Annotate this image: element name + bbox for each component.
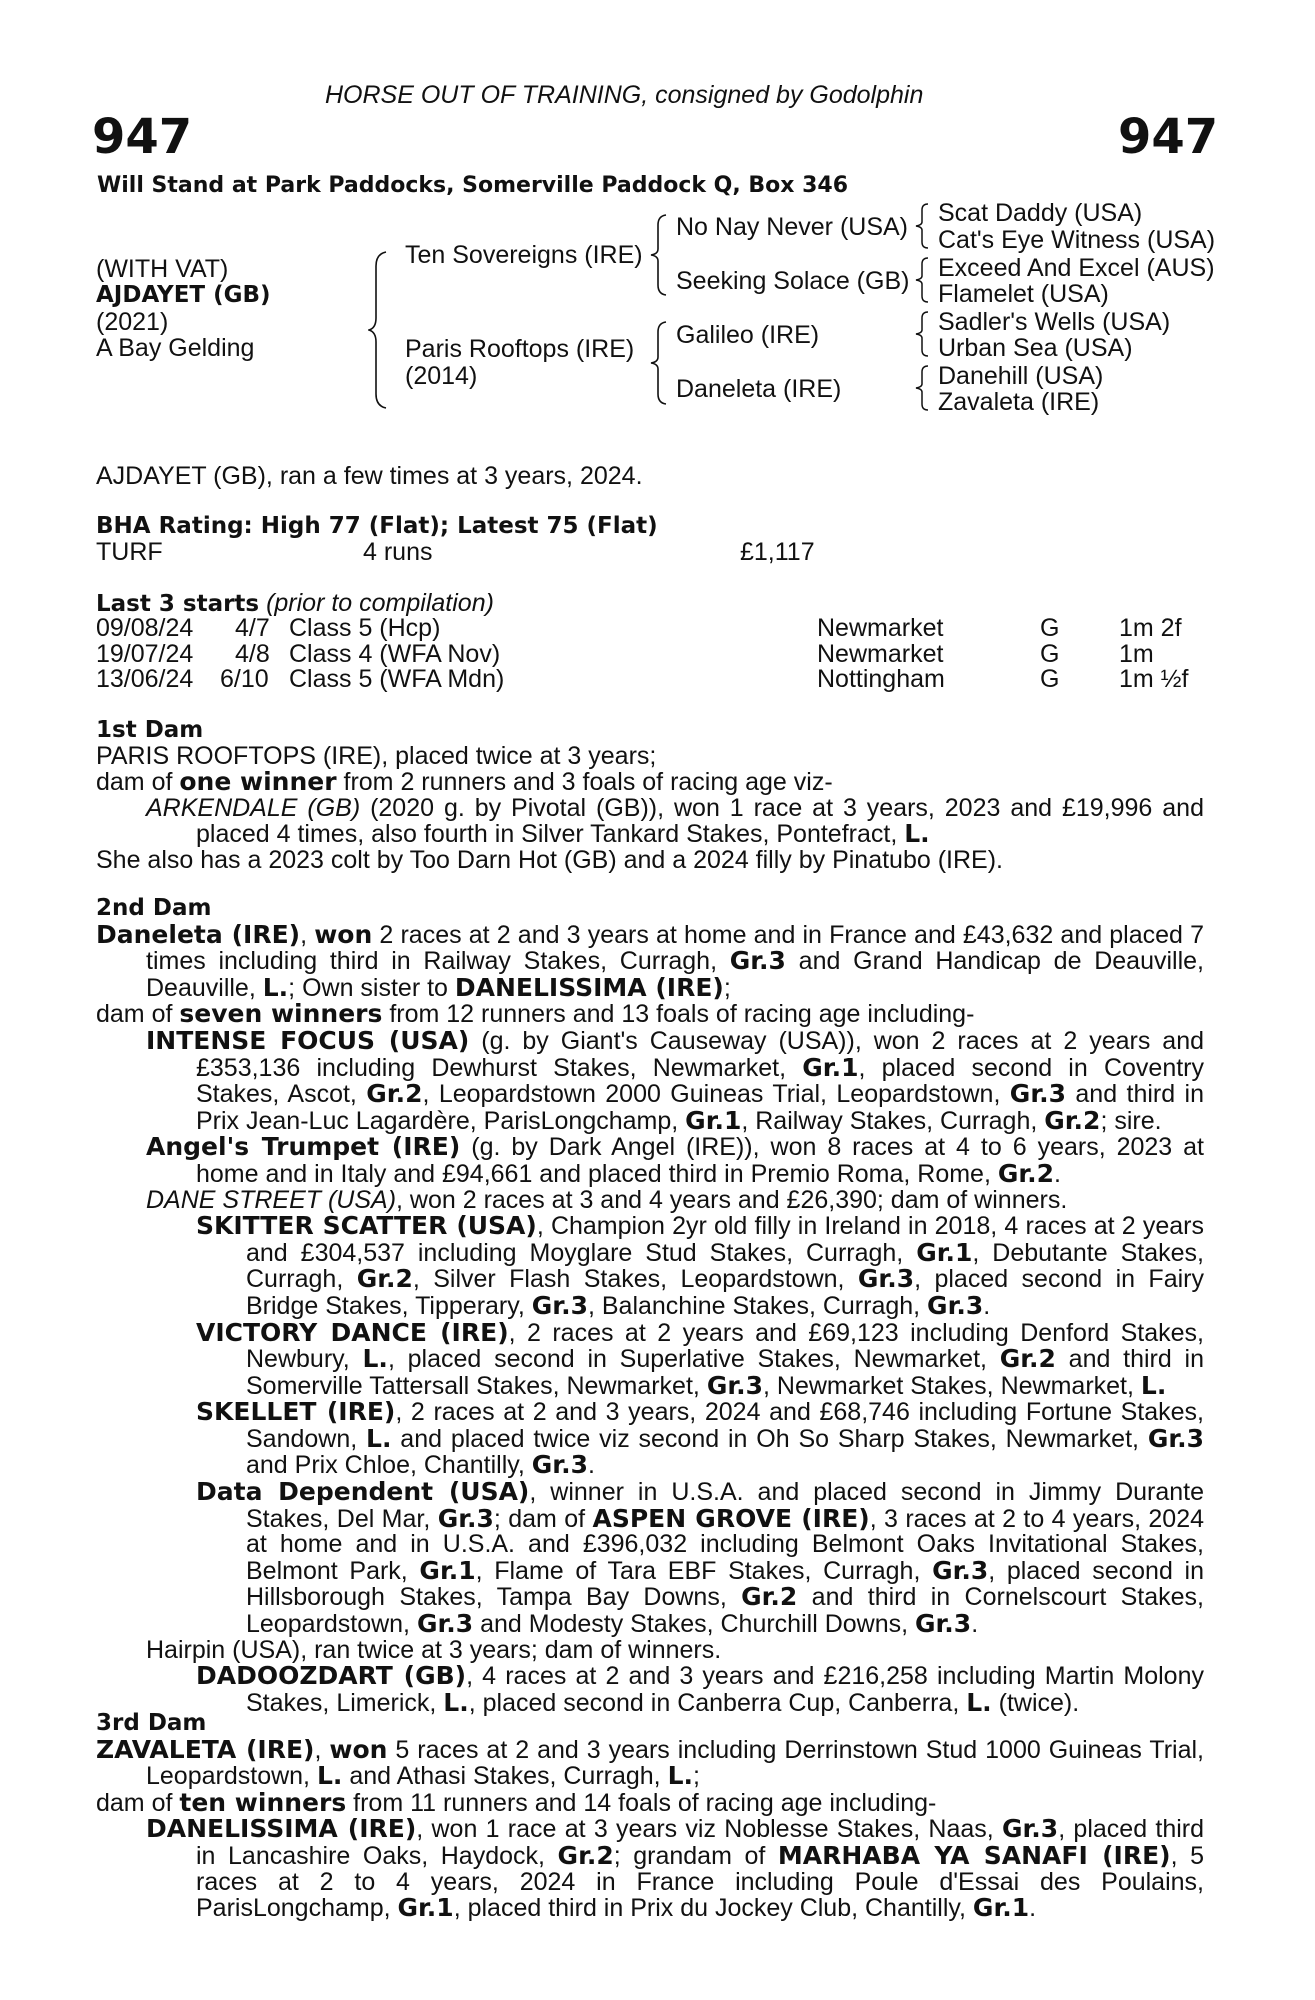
grade: Gr.3 bbox=[531, 1450, 588, 1480]
horse-name: ARKENDALE (GB) bbox=[146, 793, 361, 822]
grade: Gr.3 bbox=[531, 1290, 588, 1320]
grade: Gr.1 bbox=[685, 1105, 742, 1135]
winners-count: ten winners bbox=[179, 1787, 347, 1817]
text-run: , won 2 races at 3 and 4 years and £26,390; dam of winners. bbox=[396, 1185, 1068, 1214]
start-going: G bbox=[1040, 639, 1060, 668]
text-run: . bbox=[587, 1451, 595, 1480]
grade: Gr.3 bbox=[1147, 1423, 1204, 1453]
table-row bbox=[96, 616, 1204, 642]
first-dam-section bbox=[96, 718, 1204, 874]
text-run: , Newmarket Stakes, Newmarket, bbox=[763, 1371, 1141, 1400]
text-run: , Leopardstown 2000 Guineas Trial, Leopardstown, bbox=[422, 1080, 1010, 1109]
text-run: , 2 races at 2 years and £69,123 including Denford Stakes, Newbury, bbox=[246, 1318, 1204, 1374]
grade: Gr.2 bbox=[997, 1158, 1055, 1188]
start-class: Class 4 (WFA Nov) bbox=[289, 639, 501, 668]
pedigree-sire: Ten Sovereigns (IRE) bbox=[405, 241, 643, 269]
text-run: (2020 g. by Pivotal (GB)), won 1 race at 3 years, 2023 and £19,996 and placed 4 times, also fourth in Silver Tankard Stakes, Pontefract, bbox=[196, 793, 1204, 849]
grade: Gr.3 bbox=[1002, 1814, 1059, 1844]
horse-name: Angel's Trumpet (IRE) bbox=[146, 1132, 461, 1162]
progeny-danelissima bbox=[96, 1816, 1204, 1921]
text-run: , placed third in Prix du Jockey Club, Chantilly, bbox=[453, 1894, 973, 1923]
grade: Gr.1 bbox=[802, 1052, 859, 1082]
grade: Gr.1 bbox=[972, 1893, 1030, 1923]
horse-name: Data Dependent (USA) bbox=[196, 1477, 530, 1507]
horse-name: MARHABA YA SANAFI (IRE) bbox=[777, 1840, 1171, 1870]
text-run: and third in Cornelscourt Stakes, Leopardstown, bbox=[246, 1583, 1204, 1639]
pedigree-brace-g3 bbox=[914, 310, 930, 358]
grade: L. bbox=[443, 1687, 469, 1717]
last-starts-title: Last 3 starts bbox=[96, 591, 260, 617]
start-going: G bbox=[1040, 665, 1060, 694]
progeny-arkendale bbox=[96, 793, 1204, 849]
third-dam-produce bbox=[96, 1787, 1204, 1817]
grade: Gr.3 bbox=[857, 1264, 915, 1294]
text-run: dam of bbox=[96, 768, 180, 797]
horse-name: DADOOZDART (GB) bbox=[196, 1661, 467, 1691]
rating-title: BHA Rating: High 77 (Flat); Latest 75 (Flat) bbox=[96, 513, 658, 539]
text-run: (twice). bbox=[991, 1688, 1080, 1717]
progeny-skellet bbox=[96, 1399, 1204, 1479]
pedigree-gg-2: Cat's Eye Witness (USA) bbox=[938, 226, 1216, 254]
text-run: , 5 races at 2 to 4 years, 2024 in France including Poule d'Essai des Poulains, ParisLongchamp, bbox=[196, 1841, 1204, 1923]
horse-name: ASPEN GROVE (IRE) bbox=[592, 1503, 870, 1533]
grade: L. bbox=[362, 1344, 388, 1374]
grade: Gr.2 bbox=[999, 1344, 1056, 1374]
table-row bbox=[96, 639, 1204, 668]
pedigree-brace-g4 bbox=[914, 364, 930, 412]
pedigree-brace-dam bbox=[650, 320, 668, 406]
text-run: dam of bbox=[96, 1000, 180, 1029]
last-starts-table bbox=[96, 616, 1204, 693]
lot-number-right: 947 bbox=[1118, 109, 1219, 165]
text-run: , Flame of Tara EBF Stakes, Curragh, bbox=[475, 1556, 933, 1585]
grade: L. bbox=[262, 972, 289, 1002]
pedigree-dam-year: (2014) bbox=[405, 362, 478, 390]
grade: Gr.1 bbox=[397, 1893, 454, 1923]
progeny-dadoozdart bbox=[96, 1663, 1204, 1716]
pedigree-sire-dam: Seeking Solace (GB) bbox=[676, 267, 910, 295]
text-run: ; bbox=[723, 973, 731, 1002]
start-position: 4/8 bbox=[235, 639, 270, 668]
grade: L. bbox=[667, 1761, 694, 1791]
text-run: won bbox=[329, 1734, 388, 1764]
start-class: Class 5 (Hcp) bbox=[289, 614, 441, 642]
progeny-angels-trumpet bbox=[96, 1134, 1204, 1187]
grade: L. bbox=[1140, 1370, 1167, 1400]
grade: Gr.3 bbox=[437, 1503, 494, 1533]
start-course: Newmarket bbox=[817, 639, 944, 668]
start-position: 4/7 bbox=[235, 614, 270, 642]
pedigree-dam-dam: Daneleta (IRE) bbox=[676, 375, 842, 403]
text-run: and Athasi Stakes, Curragh, bbox=[342, 1762, 668, 1791]
text-run: , Balanchine Stakes, Curragh, bbox=[587, 1291, 928, 1320]
horse-name: Daneleta (IRE) bbox=[96, 919, 301, 949]
text-run: and third in Prix Jean-Luc Lagardère, ParisLongchamp, bbox=[196, 1080, 1204, 1135]
text-run: won bbox=[314, 919, 373, 949]
text-run: ; Own sister to bbox=[288, 973, 455, 1002]
start-date: 09/08/24 bbox=[96, 614, 194, 642]
horse-name: VICTORY DANCE (IRE) bbox=[196, 1317, 509, 1347]
start-date: 19/07/24 bbox=[96, 639, 194, 668]
horse-name: SKELLET (IRE) bbox=[196, 1397, 396, 1427]
horse-name: SKITTER SCATTER (USA) bbox=[196, 1211, 537, 1241]
pedigree-gg-6: Urban Sea (USA) bbox=[938, 334, 1133, 362]
rating-earnings: £1,117 bbox=[740, 538, 815, 566]
last-starts-note: (prior to compilation) bbox=[266, 589, 494, 617]
grade: Gr.3 bbox=[706, 1370, 763, 1400]
first-dam-produce bbox=[96, 769, 1204, 796]
horse-name: DANE STREET (USA) bbox=[146, 1185, 397, 1214]
grade: Gr.3 bbox=[927, 1290, 984, 1320]
text-run: , placed second in Fairy Bridge Stakes, Tipperary, bbox=[246, 1265, 1204, 1320]
grade: Gr.2 bbox=[1044, 1105, 1101, 1135]
progeny-dane-street bbox=[96, 1185, 1204, 1214]
pedigree-brace-g1 bbox=[914, 202, 930, 250]
text-run: dam of bbox=[96, 1788, 180, 1817]
third-dam-section bbox=[96, 1711, 1204, 1922]
horse-name: DANELISSIMA (IRE) bbox=[454, 972, 724, 1002]
start-distance: 1m 2f bbox=[1119, 614, 1182, 642]
text-run: , 2 races at 2 and 3 years, 2024 and £68,746 including Fortune Stakes, Sandown, bbox=[246, 1398, 1204, 1453]
text-run: and Modesty Stakes, Churchill Downs, bbox=[473, 1610, 915, 1639]
start-going: G bbox=[1040, 614, 1060, 642]
pedigree-dam-sire: Galileo (IRE) bbox=[676, 321, 820, 349]
stand-location: Will Stand at Park Paddocks, Somerville Paddock Q, Box 346 bbox=[97, 173, 849, 198]
pedigree-gg-7: Danehill (USA) bbox=[938, 362, 1104, 390]
grade: Gr.2 bbox=[741, 1582, 798, 1612]
text-run: ; dam of bbox=[493, 1504, 593, 1533]
rating-runs: 4 runs bbox=[363, 538, 433, 566]
grade: Gr.2 bbox=[366, 1079, 423, 1109]
vat-label: (WITH VAT) bbox=[96, 255, 229, 283]
text-run: . bbox=[983, 1291, 991, 1320]
start-course: Newmarket bbox=[817, 614, 944, 642]
text-run: and Grand Handicap de Deauville, Deauville, bbox=[146, 947, 1204, 1002]
pedigree-gg-5: Sadler's Wells (USA) bbox=[938, 308, 1171, 336]
grade: Gr.3 bbox=[915, 1609, 972, 1639]
text-run: , placed third in Lancashire Oaks, Haydock, bbox=[196, 1815, 1205, 1870]
grade: L. bbox=[966, 1687, 992, 1717]
text-run: (g. by Giant's Causeway (USA)), won 2 races at 2 years and £353,136 including Dewhurst Stakes, Newmarket, bbox=[196, 1026, 1204, 1082]
third-dam-record: ZAVALETA (IRE), won 5 races at 2 and 3 years including Derrinstown Stud 1000 Guineas Trial, Leopardstown, L. and Athasi Stakes, Curragh, L.; bbox=[96, 1734, 1204, 1791]
horse-name: AJDAYET (GB) bbox=[96, 282, 271, 308]
text-run: . bbox=[1054, 1159, 1061, 1188]
text-run: 5 races at 2 and 3 years including Derrinstown Stud 1000 Guineas Trial, Leopardstown, bbox=[146, 1735, 1204, 1791]
third-dam-heading: 3rd Dam bbox=[96, 1710, 207, 1736]
text-run: , winner in U.S.A. and placed second in Jimmy Durante Stakes, Del Mar, bbox=[246, 1478, 1205, 1533]
second-dam-heading: 2nd Dam bbox=[96, 895, 212, 921]
text-run: and third in Somerville Tattersall Stakes, Newmarket, bbox=[246, 1345, 1204, 1400]
first-dam-also: She also has a 2023 colt by Too Darn Hot (GB) and a 2024 filly by Pinatubo (IRE). bbox=[96, 845, 1003, 874]
progeny-hairpin: Hairpin (USA), ran twice at 3 years; dam of winners. bbox=[146, 1635, 722, 1664]
pedigree-gg-1: Scat Daddy (USA) bbox=[938, 199, 1143, 227]
text-run: , Debutante Stakes, Curragh, bbox=[246, 1238, 1204, 1294]
grade: Gr.1 bbox=[916, 1237, 973, 1267]
start-date: 13/06/24 bbox=[96, 665, 194, 694]
grade: L. bbox=[316, 1761, 343, 1791]
text-run: from 2 runners and 3 foals of racing age viz- bbox=[336, 768, 833, 797]
text-run: 2 races at 2 and 3 years at home and in France and £43,632 and placed 7 times including third in Railway Stakes, Curragh, bbox=[146, 920, 1204, 976]
horse-name: ZAVALETA (IRE) bbox=[96, 1734, 315, 1764]
race-summary: AJDAYET (GB), ran a few times at 3 years, 2024. bbox=[96, 462, 643, 490]
start-position: 6/10 bbox=[220, 665, 269, 694]
pedigree-brace-g2 bbox=[914, 256, 930, 304]
pedigree-gg-8: Zavaleta (IRE) bbox=[938, 388, 1100, 416]
text-run: , won 1 race at 3 years viz Noblesse Stakes, Naas, bbox=[416, 1815, 1003, 1844]
text-run: and placed twice viz second in Oh So Sharp Stakes, Newmarket, bbox=[391, 1424, 1148, 1453]
text-run: from 12 runners and 13 foals of racing age including- bbox=[382, 1000, 975, 1029]
text-run: , Railway Stakes, Curragh, bbox=[741, 1106, 1045, 1135]
second-dam-record: Daneleta (IRE), won 2 races at 2 and 3 years at home and in France and £43,632 and placed 7 times including third in Railway Stakes, Curragh, Gr.3 and Grand Handicap de Deauville, Deauville, L.; Own sister to DANELISSIMA (IRE); bbox=[96, 919, 1204, 1002]
text-run: , 3 races at 2 to 4 years, 2024 at home and in U.S.A. and £396,032 including Belmont Oaks Invitational Stakes, Belmont Park, bbox=[246, 1504, 1205, 1585]
text-run: , 4 races at 2 and 3 years and £216,258 including Martin Molony Stakes, Limerick, bbox=[246, 1662, 1204, 1717]
text-run: ; bbox=[693, 1762, 700, 1791]
start-class: Class 5 (WFA Mdn) bbox=[289, 665, 505, 694]
horse-name: INTENSE FOCUS (USA) bbox=[146, 1025, 470, 1055]
text-run: , placed second in Canberra Cup, Canberra, bbox=[468, 1688, 967, 1717]
text-run: . bbox=[971, 1610, 979, 1639]
grade: Gr.3 bbox=[932, 1555, 989, 1585]
start-distance: 1m ½f bbox=[1119, 665, 1189, 694]
grade: Gr.3 bbox=[729, 946, 786, 976]
text-run: , Silver Flash Stakes, Leopardstown, bbox=[412, 1265, 858, 1294]
text-run: , placed second in Coventry Stakes, Ascot, bbox=[196, 1053, 1204, 1109]
grade: L. bbox=[366, 1423, 392, 1453]
progeny-data-dependent bbox=[96, 1479, 1204, 1638]
text-run: ; sire. bbox=[1100, 1106, 1162, 1135]
horse-year: (2021) bbox=[96, 308, 169, 336]
winners-count: one winner bbox=[179, 767, 337, 797]
text-run: (g. by Dark Angel (IRE)), won 8 races at 4 to 6 years, 2023 at home and in Italy and £94,661 and placed third in Premio Roma, Rome, bbox=[196, 1133, 1205, 1188]
text-run: , Champion 2yr old filly in Ireland in 2018, 4 races at 2 years and £304,537 including Moyglare Stud Stakes, Curragh, bbox=[246, 1212, 1205, 1267]
first-dam-line: PARIS ROOFTOPS (IRE), placed twice at 3 years; bbox=[96, 741, 657, 770]
rating-surface: TURF bbox=[96, 538, 163, 566]
grade: Gr.2 bbox=[356, 1264, 413, 1294]
grade: Gr.2 bbox=[557, 1840, 614, 1870]
text-run: from 11 runners and 14 foals of racing age including- bbox=[346, 1788, 937, 1817]
winners-count: seven winners bbox=[179, 999, 383, 1029]
grade: Gr.1 bbox=[419, 1555, 476, 1585]
pedigree-gg-4: Flamelet (USA) bbox=[938, 280, 1109, 308]
progeny-victory-dance bbox=[96, 1317, 1204, 1400]
pedigree-gg-3: Exceed And Excel (AUS) bbox=[938, 254, 1215, 282]
grade: L. bbox=[904, 819, 930, 849]
start-distance: 1m bbox=[1119, 639, 1154, 668]
horse-description: A Bay Gelding bbox=[96, 334, 255, 362]
pedigree-brace-main bbox=[368, 250, 388, 410]
text-run: ; grandam of bbox=[613, 1841, 778, 1870]
progeny-intense-focus bbox=[96, 1025, 1204, 1135]
first-dam-heading: 1st Dam bbox=[96, 717, 204, 743]
table-row bbox=[96, 667, 1204, 693]
progeny-skitter-scatter bbox=[96, 1213, 1204, 1319]
pedigree-sire-sire: No Nay Never (USA) bbox=[676, 213, 908, 241]
text-run: , placed second in Superlative Stakes, Newmarket, bbox=[387, 1345, 1000, 1374]
grade: Gr.3 bbox=[416, 1609, 474, 1639]
pedigree-brace-sire bbox=[650, 213, 668, 297]
second-dam-section bbox=[96, 896, 1204, 1716]
pedigree-dam: Paris Rooftops (IRE) bbox=[405, 335, 635, 363]
text-run: and Prix Chloe, Chantilly, bbox=[246, 1451, 532, 1480]
text-run: . bbox=[1029, 1894, 1037, 1923]
lot-number-left: 947 bbox=[92, 109, 193, 165]
text-run: , placed second in Hillsborough Stakes, Tampa Bay Downs, bbox=[246, 1556, 1204, 1612]
start-course: Nottingham bbox=[817, 665, 945, 694]
grade: Gr.3 bbox=[1009, 1079, 1066, 1109]
horse-name: DANELISSIMA (IRE) bbox=[146, 1814, 417, 1844]
second-dam-produce bbox=[96, 1001, 1204, 1028]
page-subtitle: HORSE OUT OF TRAINING, consigned by Godolphin bbox=[325, 81, 924, 109]
